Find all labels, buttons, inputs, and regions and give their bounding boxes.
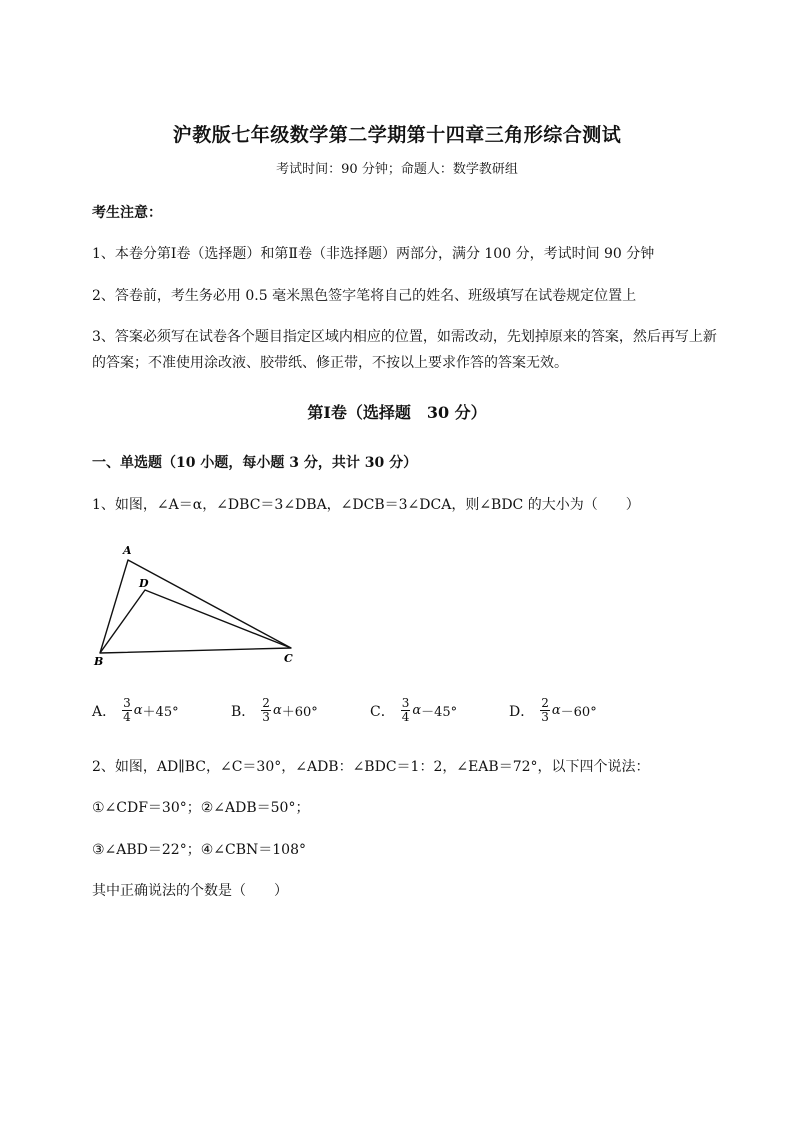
option-b-fraction: $\frac{2}{3}$ [262, 696, 270, 724]
option-c-fraction: $\frac{3}{4}$ [401, 696, 410, 724]
option-b[interactable]: B． $\frac{2}{3}$ α ＋60° [231, 696, 318, 724]
triangle-figure [88, 538, 308, 668]
question-2-prompt: 其中正确说法的个数是（ ） [92, 883, 288, 899]
option-a[interactable]: A． $\frac{3}{4}$ α ＋45° [92, 696, 179, 724]
option-b-label: B． [231, 703, 256, 720]
label-b: B [94, 655, 104, 668]
option-c-label: C． [370, 703, 395, 720]
question-1-text: 1、如图，∠A＝α，∠DBC＝3∠DBA，∠DCB＝3∠DCA，则∠BDC 的大小为（ ） [92, 497, 640, 513]
notice-item-3: 3、答案必须写在试卷各个题目指定区域内相应的位置，如需改动，先划掉原来的答案，然后再写上新 [92, 329, 717, 345]
option-d-fraction: $\frac{2}{3}$ [541, 696, 549, 724]
notice-heading: 考生注意： [92, 205, 162, 221]
option-d-label: D． [509, 703, 535, 720]
option-d[interactable]: D． $\frac{2}{3}$ α －60° [509, 696, 597, 724]
label-c: C [284, 652, 293, 665]
notice-item-2: 2、答卷前，考生务必用 0.5 毫米黑色签字笔将自己的姓名、班级填写在试卷规定位置上 [92, 288, 637, 304]
section-title: 第Ⅰ卷（选择题 30 分） [307, 403, 487, 422]
page-title: 沪教版七年级数学第二学期第十四章三角形综合测试 [172, 124, 622, 146]
part-heading: 一、单选题（10 小题，每小题 3 分，共计 30 分） [92, 455, 418, 471]
page-subtitle: 考试时间：90 分钟；命题人：数学教研组 [276, 162, 518, 177]
option-a-label: A． [92, 703, 117, 720]
question-2-text: 2、如图，AD∥BC，∠C＝30°，∠ADB：∠BDC＝1：2，∠EAB＝72°，以下四个说法： [92, 759, 650, 775]
notice-item-1: 1、本卷分第Ⅰ卷（选择题）和第Ⅱ卷（非选择题）两部分，满分 100 分，考试时间 90 分钟 [92, 246, 655, 262]
label-d: D [139, 577, 149, 590]
label-a: A [123, 544, 132, 557]
question-2-statement-1-2: ①∠CDF＝30°；②∠ADB＝50°； [92, 800, 310, 816]
notice-item-3-cont: 的答案；不准使用涂改液、胶带纸、修正带，不按以上要求作答的答案无效。 [92, 355, 568, 371]
lines-bdc [100, 590, 291, 653]
option-a-fraction: $\frac{3}{4}$ [123, 696, 131, 724]
option-c[interactable]: C． $\frac{3}{4}$ α －45° [370, 696, 458, 724]
triangle-abc [100, 560, 291, 653]
question-2-statement-3-4: ③∠ABD＝22°；④∠CBN＝108° [92, 842, 306, 858]
